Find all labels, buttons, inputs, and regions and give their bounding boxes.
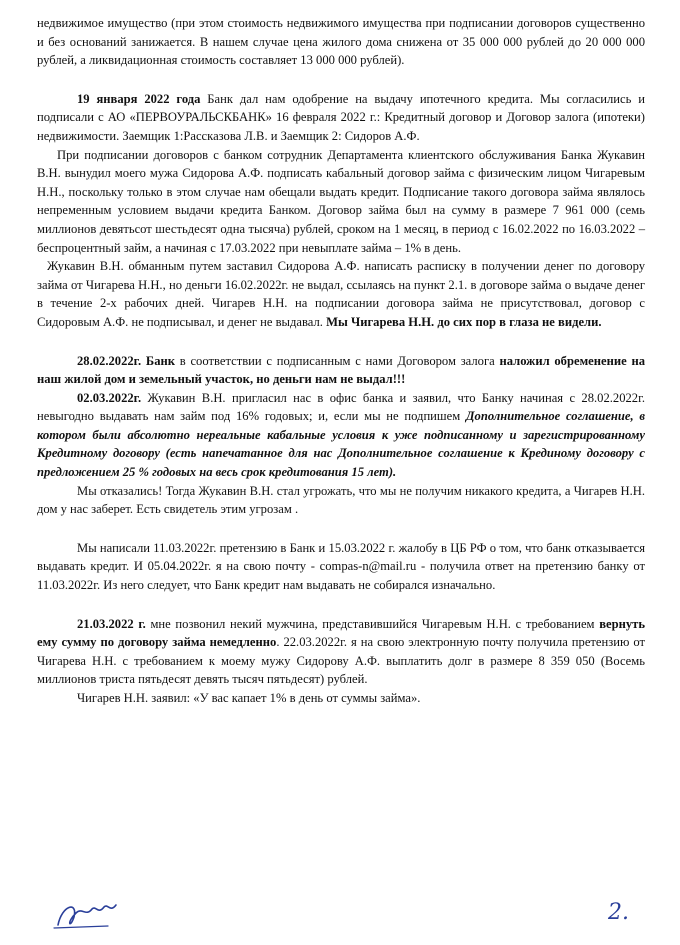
paragraph-complaint: Мы написали 11.03.2022г. претензию в Банк и 15.03.2022 г. жалобу в ЦБ РФ о том, что банк отказывается выдавать кредит. И 05.04.2022г. я на свою почту - compas-n@mail.ru - получила ответ на претензию банку от 11.03.2022г. Из него следует, что Банк кредит нам выдавать не собирался изначально. <box>37 540 645 593</box>
paragraph-text: . 22.03.2022г. я на свою электронную почту получила претензию от Чигарева Н.Н. с требованием к моему мужу Сидорову А.Ф. выплатить долг в размере 8 359 050 (Восемь миллионов триста пятьдесят девять тысяч пятьдесят) рублей. <box>37 635 646 687</box>
bold-statement: вернуть ему сумму по договору займа немедленно <box>37 616 645 650</box>
paragraph-mortgage-approval <box>37 90 645 146</box>
paragraph-text: Жукавин В.Н. пригласил нас в офис банка и заявил, что Банку начиная с 28.02.2022г. невыгодно выдавать нам займ под 16% годовых; и, если мы не подпишем <box>37 390 645 424</box>
paragraph-text: мне позвонил некий мужчина, представившийся Чигаревым Н.Н. с требованием <box>145 616 600 631</box>
paragraph-receipt <box>37 257 645 331</box>
date-21-mar: 21.03.2022 г. <box>77 616 146 631</box>
bold-statement: Мы Чигарева Н.Н. до сих пор в глаза не видели. <box>326 314 602 329</box>
paragraph-text: Жукавин В.Н. обманным путем заставил Сидорова А.Ф. написать расписку в получении денег по договору займа от Чигарева Н.Н., но деньги 16.02.2022г. не выдал, ссылаясь на пункт 2.1. в договоре займа о выдаче денег в течение 2-х рабочих дней. Чигарев Н.Н. на подписании договора займа не присутствовал, договор с Сидоровым А.Ф. не подписывал, и денег не выдавал. <box>37 259 645 329</box>
date-28-feb: 28.02.2022г. Банк <box>77 353 176 368</box>
paragraph-interest-claim: Чигарев Н.Н. заявил: «У вас капает 1% в день от суммы займа». <box>77 691 421 705</box>
paragraph-refusal: Мы отказались! Тогда Жукавин В.Н. стал угрожать, что мы не получим никакого кредита, а Чигарев Н.Н. дом у нас заберет. Есть свидетель этим угрозам . <box>37 483 645 517</box>
date-02-mar: 02.03.2022г. <box>77 390 142 405</box>
page-number: 2. <box>608 900 629 925</box>
paragraph-encumbrance <box>37 352 645 389</box>
paragraph-text: в соответствии с подписанным с нами Договором залога <box>175 353 500 368</box>
paragraph-loan-contract: При подписании договоров с банком сотрудник Департамента клиентского обслуживания Банка Жукавин В.Н. вынудил моего мужа Сидорова А.Ф. подписать кабальный договор займа с физическим лицом Чигаревым Н.Н., поскольку только в этом случае нам обещали выдать кредит. Подписание такого договора займа являлось непременным условием выдачи кредита Банком. Договор займа был на сумму в размере 7 961 000 (семь миллионов девятьсот шестьдесят одна тысяча) рублей, сроком на 1 месяц, в период с 16.02.2022 по 16.03.2022 – беспроцентный займ, а начиная с 17.03.2022 при невыплате займа – 1% в день. <box>37 147 645 255</box>
paragraph-property-valuation: недвижимое имущество (при этом стоимость недвижимого имущества при подписании договоров существенно и без оснований занижается. В нашем случае цена жилого дома снижена от 35 000 000 рублей до 20 000 000 рублей, а ликвидационная стоимость составляет 13 000 000 рублей). <box>37 16 645 68</box>
date-19-jan: 19 января 2022 года <box>77 91 201 106</box>
paragraph-additional-agreement <box>37 389 645 482</box>
paragraph-text: Банк дал нам одобрение на выдачу ипотечного кредита. Мы согласились и подписали с АО «ПЕРВОУРАЛЬСКБАНК» 16 февраля 2022 г.: Кредитный договор и Договор залога (ипотеки) недвижимости. Заемщик 1:Рассказова Л.В. и Заемщик 2: Сидоров А.Ф. <box>37 91 646 143</box>
italic-statement: Дополнительное соглашение, в котором были абсолютно нереальные кабальные условия к уже подписанному и зарегистрированному Кредитному договору (есть напечатанное для нас Дополнительное соглашение к Крединому договору с предложением 25 % годовых на весь срок кредитования 15 лет). <box>37 409 645 480</box>
bold-statement: наложил обременение на наш жилой дом и земельный участок, но деньги нам не выдал!!! <box>37 353 645 387</box>
signature-icon <box>48 895 128 935</box>
paragraph-demand <box>37 615 645 689</box>
document-body <box>37 14 645 708</box>
